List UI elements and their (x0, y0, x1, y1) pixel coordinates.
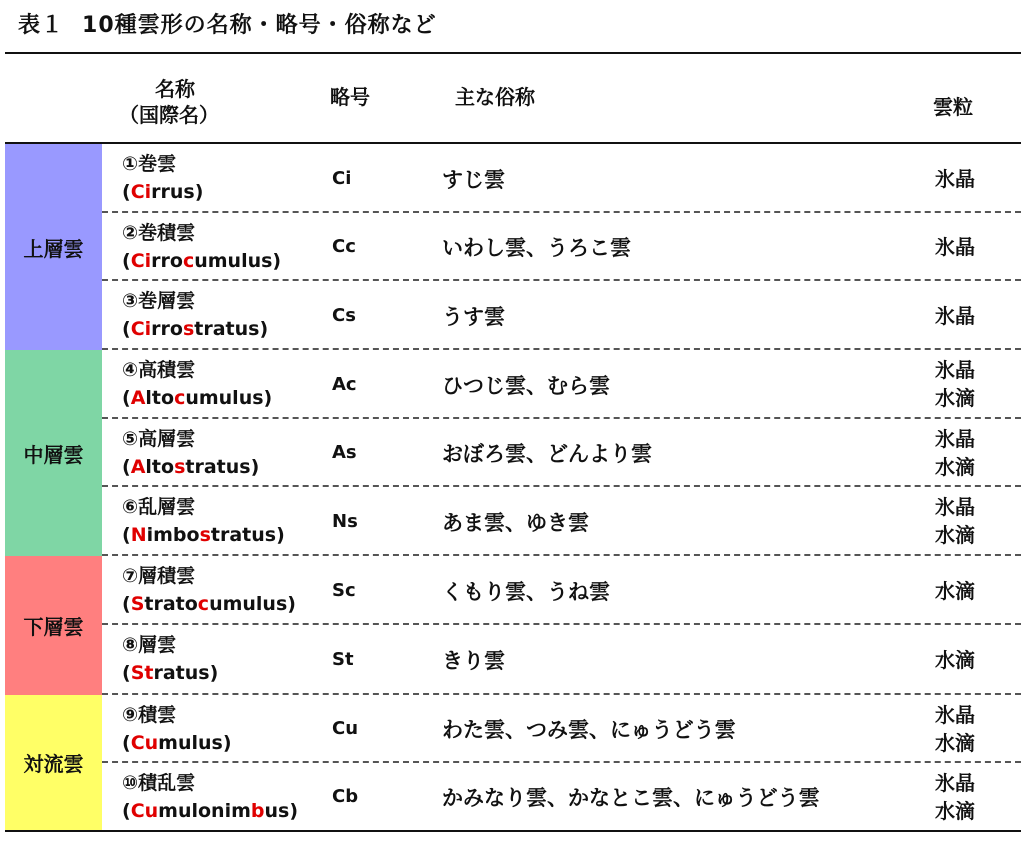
abbreviation-letters: c (174, 387, 186, 409)
cloud-name-international (122, 729, 232, 757)
name-text: ( (122, 662, 131, 684)
table-row (102, 350, 1021, 419)
abbreviation-cell: Cc (332, 236, 356, 257)
name-text: ( (122, 524, 131, 546)
particle-type: 氷晶 (935, 703, 975, 727)
name-text: lto (145, 456, 175, 478)
name-text: ( (122, 181, 131, 203)
common-name-cell: きり雲 (442, 649, 505, 673)
abbreviation-letters: St (130, 662, 154, 684)
abbreviation-cell: Cu (332, 718, 359, 739)
name-text: ( (122, 456, 131, 478)
common-name-cell: わた雲、つみ雲、にゅうどう雲 (442, 718, 736, 742)
particle-type: 氷晶 (935, 771, 975, 795)
abbreviation-letters: Ci (130, 250, 152, 272)
cloud-name-jp: ⑦層積雲 (122, 565, 196, 587)
common-name-cell: おぼろ雲、どんより雲 (442, 442, 652, 466)
name-text: ( (122, 593, 131, 615)
cloud-name-cell (122, 150, 203, 206)
group-lower: 下層雲 (5, 556, 102, 695)
table-title (18, 8, 437, 39)
cloud-name-jp: ⑥乱層雲 (122, 496, 196, 518)
name-text: tratus) (194, 318, 269, 340)
cloud-name-cell (122, 219, 281, 275)
group-middle: 中層雲 (5, 350, 102, 556)
table-caption: 10種雲形の名称・略号・俗称など (82, 13, 437, 38)
top-rule (5, 52, 1021, 54)
abbreviation-cell: Cs (332, 304, 356, 326)
name-text: tratus) (185, 456, 260, 478)
name-text: mulus) (158, 732, 232, 754)
header-particle: 雲粒 (933, 95, 973, 119)
particle-cell (935, 646, 975, 674)
name-text: lto (145, 387, 175, 409)
abbreviation-letters: Ci (130, 318, 152, 340)
abbreviation-cell: St (332, 649, 354, 670)
cloud-name-jp: ⑤高層雲 (122, 428, 196, 450)
abbreviation-letters: A (130, 456, 146, 478)
particle-cell (935, 233, 975, 261)
name-text: ( (122, 250, 131, 272)
cloud-name-international (122, 178, 203, 206)
abbreviation-cell: As (332, 442, 357, 463)
particle-type: 水滴 (935, 799, 975, 823)
table-number: 表１ (18, 13, 65, 38)
name-text: rro (151, 250, 183, 272)
name-text: rro (151, 318, 183, 340)
cloud-name-cell (122, 425, 259, 481)
abbreviation-letters: b (250, 800, 265, 822)
abbreviation-letters: c (197, 593, 210, 615)
particle-type: 氷晶 (935, 358, 975, 382)
cloud-name-jp: ⑨積雲 (122, 704, 177, 726)
cloud-name-jp: ④高積雲 (122, 359, 196, 381)
particle-type: 氷晶 (935, 495, 975, 519)
cloud-name-cell (122, 287, 268, 343)
common-name-cell: いわし雲、うろこ雲 (442, 236, 631, 260)
header-common-name: 主な俗称 (455, 85, 535, 109)
common-name-cell: うす雲 (442, 304, 505, 329)
name-text: us) (264, 800, 299, 822)
header-name-line1: 名称 (155, 77, 195, 101)
name-text: rrus) (151, 181, 204, 203)
cloud-name-cell (122, 562, 296, 618)
cloud-name-international (122, 247, 281, 275)
particle-type: 水滴 (935, 386, 975, 410)
particle-cell (935, 356, 975, 412)
name-text: ( (122, 800, 131, 822)
particle-type: 水滴 (935, 455, 975, 479)
name-text: ( (122, 732, 131, 754)
cloud-name-cell (122, 701, 232, 757)
particle-type: 水滴 (935, 731, 975, 755)
abbreviation-letters: s (174, 456, 186, 478)
particle-cell (935, 165, 975, 193)
cloud-name-international (122, 453, 259, 481)
particle-cell (935, 577, 975, 605)
header-abbreviation: 略号 (330, 85, 370, 109)
cloud-name-international (122, 797, 298, 825)
abbreviation-cell: Ns (332, 510, 358, 532)
table-row (102, 419, 1021, 487)
particle-cell (935, 302, 975, 330)
particle-type: 氷晶 (935, 235, 975, 259)
cloud-name-international (122, 384, 272, 412)
common-name-cell: あま雲、ゆき雲 (442, 510, 589, 535)
particle-cell (935, 769, 975, 825)
particle-type: 水滴 (935, 523, 975, 547)
common-name-cell: くもり雲、うね雲 (442, 579, 610, 604)
abbreviation-letters: s (199, 524, 211, 546)
particle-type: 氷晶 (935, 427, 975, 451)
name-text: tratus) (210, 524, 285, 546)
abbreviation-letters: N (130, 524, 147, 546)
particle-cell (935, 701, 975, 757)
particle-cell (935, 493, 975, 549)
group-convective: 対流雲 (5, 695, 102, 830)
table-row (102, 695, 1021, 763)
cloud-name-international (122, 659, 218, 687)
table-row (102, 487, 1021, 556)
abbreviation-cell: Ci (332, 167, 352, 189)
abbreviation-cell: Sc (332, 579, 356, 601)
name-text: trato (144, 593, 198, 615)
cloud-name-cell (122, 631, 218, 687)
header-name (119, 76, 220, 128)
abbreviation-letters: S (130, 593, 145, 615)
particle-type: 水滴 (935, 648, 975, 672)
common-name-cell: すじ雲 (442, 167, 505, 192)
name-text: umulus) (185, 387, 273, 409)
cloud-name-cell (122, 356, 272, 412)
name-text: ( (122, 387, 131, 409)
abbreviation-cell: Cb (332, 785, 359, 807)
table-row (102, 625, 1021, 695)
cloud-name-jp: ③巻層雲 (122, 290, 196, 312)
abbreviation-cell: Ac (332, 373, 357, 395)
particle-type: 氷晶 (935, 303, 975, 328)
cloud-name-cell (122, 769, 298, 825)
cloud-name-jp: ⑩積乱雲 (122, 772, 196, 794)
cloud-name-jp: ①巻雲 (122, 153, 177, 175)
cloud-name-jp: ②巻積雲 (122, 222, 196, 244)
abbreviation-letters: c (182, 250, 195, 272)
particle-type: 氷晶 (935, 166, 975, 191)
abbreviation-letters: Ci (130, 181, 152, 203)
cloud-name-cell (122, 493, 285, 549)
particle-type: 水滴 (935, 578, 975, 603)
name-text: umulus) (194, 250, 282, 272)
cloud-name-international (122, 521, 285, 549)
name-text: mulonim (158, 800, 251, 822)
bottom-rule (5, 830, 1021, 832)
name-text: umulus) (209, 593, 296, 615)
cloud-name-international (122, 315, 268, 343)
abbreviation-letters: Cu (130, 732, 159, 754)
cloud-name-jp: ⑧層雲 (122, 634, 177, 656)
group-upper: 上層雲 (5, 144, 102, 350)
table-row (102, 763, 1021, 830)
name-text: imbo (146, 524, 200, 546)
abbreviation-letters: A (130, 387, 146, 409)
particle-cell (935, 425, 975, 481)
name-text: ( (122, 318, 131, 340)
cloud-name-international (122, 590, 296, 618)
header-name-line2: （国際名） (119, 103, 219, 127)
abbreviation-letters: Cu (130, 800, 159, 822)
table-row (102, 144, 1021, 213)
table-row (102, 213, 1021, 281)
table-row (102, 556, 1021, 625)
abbreviation-letters: s (182, 318, 195, 340)
table-row (102, 281, 1021, 350)
common-name-cell: ひつじ雲、むら雲 (442, 373, 610, 398)
common-name-cell: かみなり雲、かなとこ雲、にゅうどう雲 (442, 785, 820, 810)
name-text: ratus) (153, 662, 219, 684)
